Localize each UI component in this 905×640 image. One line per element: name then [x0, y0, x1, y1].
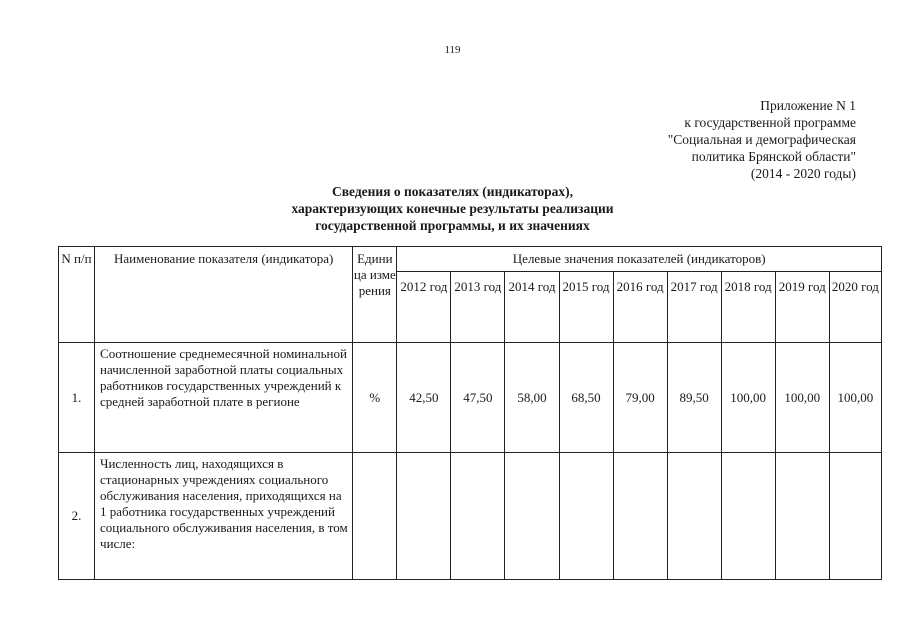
row-value: [613, 453, 667, 580]
row-value: [667, 453, 721, 580]
appendix-line: политика Брянской области": [691, 149, 856, 164]
appendix-line: к государственной программе: [684, 115, 856, 130]
appendix-caption: [668, 97, 856, 182]
table-header-row: [59, 247, 882, 272]
appendix-line: "Социальная и демографическая: [667, 132, 856, 147]
title-line: государственной программы, и их значениях: [315, 218, 590, 233]
row-value: [397, 453, 451, 580]
row-value: [775, 453, 829, 580]
row-indicator-name: Соотношение среднемесячной номинальной начисленной заработной платы социальных работников государственных учреждений к средней заработной плате в регионе: [95, 343, 353, 453]
row-value: [559, 453, 613, 580]
header-year: 2015 год: [559, 272, 613, 343]
indicators-table: [58, 246, 882, 580]
row-value: 58,00: [505, 343, 559, 453]
table-row: [59, 343, 882, 453]
row-unit: %: [353, 343, 397, 453]
row-value: [721, 453, 775, 580]
header-year: 2020 год: [829, 272, 881, 343]
row-value: 100,00: [775, 343, 829, 453]
row-value: [829, 453, 881, 580]
row-unit: [353, 453, 397, 580]
header-unit: Едини ца изме рения: [353, 247, 397, 343]
title-line: Сведения о показателях (индикаторах),: [331, 184, 574, 199]
header-year: 2018 год: [721, 272, 775, 343]
header-number: N п/п: [59, 247, 95, 343]
row-value: [451, 453, 505, 580]
row-value: [505, 453, 559, 580]
header-year: 2014 год: [505, 272, 559, 343]
header-indicator-name: Наименование показателя (индикатора): [95, 247, 353, 343]
page-number: 119: [444, 44, 461, 56]
row-number: 2.: [59, 453, 95, 580]
appendix-line: (2014 - 2020 годы): [750, 166, 856, 181]
row-number: 1.: [59, 343, 95, 453]
row-value: 100,00: [829, 343, 881, 453]
header-year: 2016 год: [613, 272, 667, 343]
document-title: [0, 183, 905, 234]
header-year: 2019 год: [775, 272, 829, 343]
table-row: [59, 453, 882, 580]
header-year: 2017 год: [667, 272, 721, 343]
row-value: 89,50: [667, 343, 721, 453]
row-value: 100,00: [721, 343, 775, 453]
row-value: 42,50: [397, 343, 451, 453]
row-value: 79,00: [613, 343, 667, 453]
row-value: 68,50: [559, 343, 613, 453]
title-line: характеризующих конечные результаты реализации: [291, 201, 614, 216]
header-year: 2013 год: [451, 272, 505, 343]
row-indicator-name: Численность лиц, находящихся в стационарных учреждениях социального обслуживания населения, приходящихся на 1 работника государственных учреждений социального обслуживания населения, в том числе:: [95, 453, 353, 580]
row-value: 47,50: [451, 343, 505, 453]
header-year: 2012 год: [397, 272, 451, 343]
header-target-values: Целевые значения показателей (индикаторов): [397, 247, 882, 272]
appendix-line: Приложение N 1: [760, 98, 856, 113]
